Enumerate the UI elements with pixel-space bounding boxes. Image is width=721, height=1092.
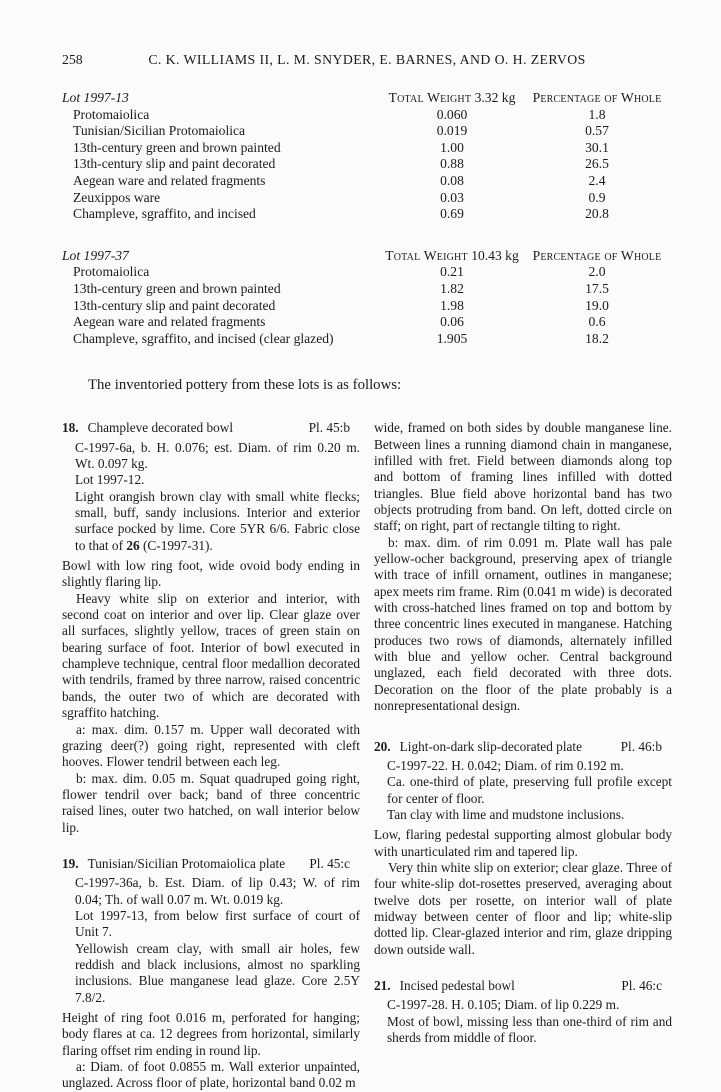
catalog-details — [387, 758, 672, 823]
catalog-columns — [62, 420, 672, 1091]
ware-label: Zeuxippos ware — [73, 189, 161, 205]
weight-value: 1.00 — [440, 139, 464, 155]
entry-title: Tunisian/Sicilian Protomaiolica plate — [87, 855, 286, 871]
table-header-row — [62, 248, 672, 265]
catalog-cross-reference: 26 — [126, 537, 140, 553]
table-row — [62, 156, 672, 173]
entry-number: 18. — [62, 420, 79, 436]
ware-label: 13th-century green and brown painted — [73, 280, 281, 296]
dimensions-line: C-1997-36a, b. Est. Diam. of lip 0.43; W. of rim 0.04; Th. of wall 0.07 m. Wt. 0.019 kg. — [75, 875, 360, 907]
percentage-column-header: Percentage of Whole — [532, 90, 662, 105]
entry-title: Light-on-dark slip-decorated plate — [399, 738, 583, 754]
catalog-entry-19 — [62, 856, 360, 1092]
entry-heading — [62, 420, 360, 436]
page-number: 258 — [62, 52, 83, 67]
description-paragraph: Low, flaring pedestal supporting almost globular body with unarticulated rim and tapered lip. — [374, 827, 672, 859]
percentage-value: 20.8 — [585, 206, 609, 222]
catalog-entry-21 — [374, 978, 672, 1046]
dimensions-line: C-1997-6a, b. H. 0.076; est. Diam. of rim 0.20 m. Wt. 0.097 kg. — [75, 439, 360, 471]
condition-line: Ca. one-third of plate, preserving full profile except for center of floor. — [387, 774, 672, 806]
weight-value: 1.905 — [436, 330, 468, 346]
dimensions-line: C-1997-28. H. 0.105; Diam. of lip 0.229 m. — [387, 997, 620, 1013]
catalog-entry-20 — [374, 739, 672, 958]
description-paragraph: Height of ring foot 0.016 m, perforated for hanging; body flares at ca. 12 degrees from horizontal, similarly flaring offset rim ending in round lip. — [62, 1010, 360, 1058]
weight-value: 1.82 — [440, 280, 464, 296]
percentage-value: 2.4 — [588, 172, 606, 188]
catalog-details — [75, 875, 360, 1006]
intro-sentence: The inventoried pottery from these lots is as follows: — [88, 377, 402, 394]
weight-value: 1.98 — [440, 297, 464, 313]
percentage-value: 19.0 — [585, 297, 609, 313]
lot-weight-tables — [62, 90, 672, 347]
plate-reference: Pl. 46:c — [621, 977, 662, 993]
table-row — [62, 190, 672, 207]
ware-label: Protomaiolica — [73, 106, 150, 122]
text-run: Light orangish brown clay with small white flecks; small, buff, sandy inclusions. Interior and exterior surface pocked by lime. Core 5YR 6/6. Fabric close to that of — [75, 488, 360, 553]
description-paragraph: a: max. dim. 0.157 m. Upper wall decorated with grazing deer(?) going right, represented with cleft hooves. Flower tendril between each leg. — [62, 721, 360, 770]
percentage-value: 1.8 — [588, 106, 606, 122]
plate-reference: Pl. 45:b — [308, 420, 350, 436]
percentage-value: 0.9 — [588, 189, 606, 205]
description-paragraph: Very thin white slip on exterior; clear glaze. Three of four white-slip dot-rosettes preserved, averaging about twelve dots per rosette, on interior wall of plate midway between center of floor and lip; white-slip dotted lip. Clear-glazed interior and rim, glaze dripping down outside wall. — [374, 859, 672, 957]
text-run: 10.43 kg — [471, 247, 519, 263]
text-run: 3.32 kg — [474, 90, 516, 105]
lot-title: Lot 1997-37 — [62, 247, 129, 263]
weight-column-header — [382, 90, 522, 107]
percentage-value: 17.5 — [585, 280, 609, 296]
entry-title: Champleve decorated bowl — [87, 420, 234, 436]
entry-heading — [374, 739, 672, 755]
description-paragraph: Heavy white slip on exterior and interior, with second coat on interior and over lip. Clear glaze over all surfaces, slightly yellow, traces of green stain on bearing surface of foot. Interior of bowl executed in champleve technique, central floor medallion decorated with tendrils, framed by three narrow, raised concentric bands, the outer two of which are decorated with sgraffito hatching. — [62, 590, 360, 721]
entry-heading — [374, 978, 672, 994]
weight-value: 0.06 — [440, 314, 464, 330]
weight-value: 0.08 — [440, 172, 464, 188]
plate-reference: Pl. 45:c — [309, 855, 350, 871]
table-row — [62, 107, 672, 124]
entry-description — [62, 1010, 360, 1092]
table-row — [62, 281, 672, 298]
entry-heading — [62, 856, 360, 872]
catalog-details — [75, 440, 360, 554]
right-column — [374, 420, 672, 1091]
condition-line: Most of bowl, missing less than one-third of rim and sherds from middle of floor. — [387, 1013, 672, 1045]
description-paragraph: b: max. dim. of rim 0.091 m. Plate wall has pale yellow-ocher background, preserving apex of triangle with trace of infill ornament, outlines in manganese; apex meets rim frame. Rim (0.041 m wide) is decorated with cross-hatched lines framed on top and bottom by three concentric lines executed in manganese. Hatching produces two rows of diamonds, alternately infilled with blue and yellow ocher. Central background unglazed, each field decorated with three dots. Decoration on the floor of the plate probably is a nonrepresentational design. — [374, 534, 672, 714]
table-row — [62, 298, 672, 315]
description-paragraph: b: max. dim. 0.05 m. Squat quadruped going right, flower tendril over back; band of three concentric raised lines, outer two hatched, on wall interior below lip. — [62, 770, 360, 835]
ware-label: Champleve, sgraffito, and incised — [73, 206, 256, 222]
entry-number: 20. — [374, 738, 391, 754]
table-row — [62, 314, 672, 331]
weight-value: 0.21 — [440, 264, 464, 280]
percentage-value: 0.6 — [588, 314, 606, 330]
weight-column-header — [382, 248, 522, 265]
lot-table-1997-37 — [62, 248, 672, 348]
catalog-details — [387, 997, 672, 1046]
entry-19-continuation — [374, 420, 672, 714]
weight-value: 0.03 — [440, 189, 464, 205]
plate-reference: Pl. 46:b — [620, 738, 662, 754]
table-row — [62, 140, 672, 157]
entry-number: 19. — [62, 855, 79, 871]
table-row — [62, 331, 672, 348]
entry-description — [374, 827, 672, 958]
page-authors: C. K. WILLIAMS II, L. M. SNYDER, E. BARNES, AND O. H. ZERVOS — [148, 52, 586, 67]
entry-title: Incised pedestal bowl — [399, 977, 515, 993]
ware-label: Aegean ware and related fragments — [73, 172, 266, 188]
percentage-value: 2.0 — [588, 264, 606, 280]
weight-value: 0.88 — [440, 156, 464, 172]
lot-line: Lot 1997-12. — [75, 472, 145, 488]
text-run: Total Weight — [388, 90, 472, 105]
description-paragraph: a: Diam. of foot 0.0855 m. Wall exterior unpainted, unglazed. Across floor of plate, horizontal band 0.02 m — [62, 1059, 360, 1091]
weight-value: 0.060 — [436, 106, 468, 122]
text-run: Total Weight — [385, 247, 468, 263]
fabric-description — [75, 489, 360, 554]
table-row — [62, 173, 672, 190]
text-run: (C-1997-31). — [139, 537, 213, 553]
lot-line: Lot 1997-13, from below first surface of court of Unit 7. — [75, 907, 360, 940]
fabric-description: Tan clay with lime and mudstone inclusions. — [387, 806, 625, 822]
dimensions-line: C-1997-22. H. 0.042; Diam. of rim 0.192 m. — [387, 757, 624, 773]
catalog-entry-18 — [62, 420, 360, 836]
ware-label: Aegean ware and related fragments — [73, 314, 266, 330]
fabric-description: Yellowish cream clay, with small air holes, few reddish and black inclusions, almost no sparkling inclusions. Blue manganese lead glaze. Core 2.5Y 7.8/2. — [75, 940, 360, 1005]
percentage-value: 30.1 — [585, 139, 609, 155]
ware-label: Champleve, sgraffito, and incised (clear glazed) — [73, 330, 334, 346]
left-column — [62, 420, 360, 1091]
ware-label: Tunisian/Sicilian Protomaiolica — [73, 123, 246, 139]
description-paragraph: wide, framed on both sides by double manganese line. Between lines a running diamond chain in manganese, infilled with fret. Field between diamonds along top and bottom of framing lines infilled with dotted triangles. Blue field above horizontal band has two objects protruding from band. On left, dotted circle on staff; on right, part of rectangle tilting to right. — [374, 420, 672, 534]
table-row — [62, 206, 672, 223]
percentage-value: 26.5 — [585, 156, 609, 172]
lot-table-1997-13 — [62, 90, 672, 223]
ware-label: 13th-century green and brown painted — [73, 139, 281, 155]
entry-description — [62, 558, 360, 836]
entry-number: 21. — [374, 977, 391, 993]
percentage-value: 0.57 — [585, 123, 609, 139]
weight-value: 0.69 — [440, 206, 464, 222]
description-paragraph: Bowl with low ring foot, wide ovoid body ending in slightly flaring lip. — [62, 558, 360, 590]
ware-label: 13th-century slip and paint decorated — [73, 297, 276, 313]
table-header-row — [62, 90, 672, 107]
ware-label: 13th-century slip and paint decorated — [73, 156, 276, 172]
percentage-column-header: Percentage of Whole — [532, 247, 662, 263]
ware-label: Protomaiolica — [73, 264, 150, 280]
table-row — [62, 264, 672, 281]
weight-value: 0.019 — [436, 123, 468, 139]
table-row — [62, 123, 672, 140]
percentage-value: 18.2 — [585, 330, 609, 346]
running-head — [62, 52, 672, 70]
lot-title: Lot 1997-13 — [62, 90, 129, 105]
